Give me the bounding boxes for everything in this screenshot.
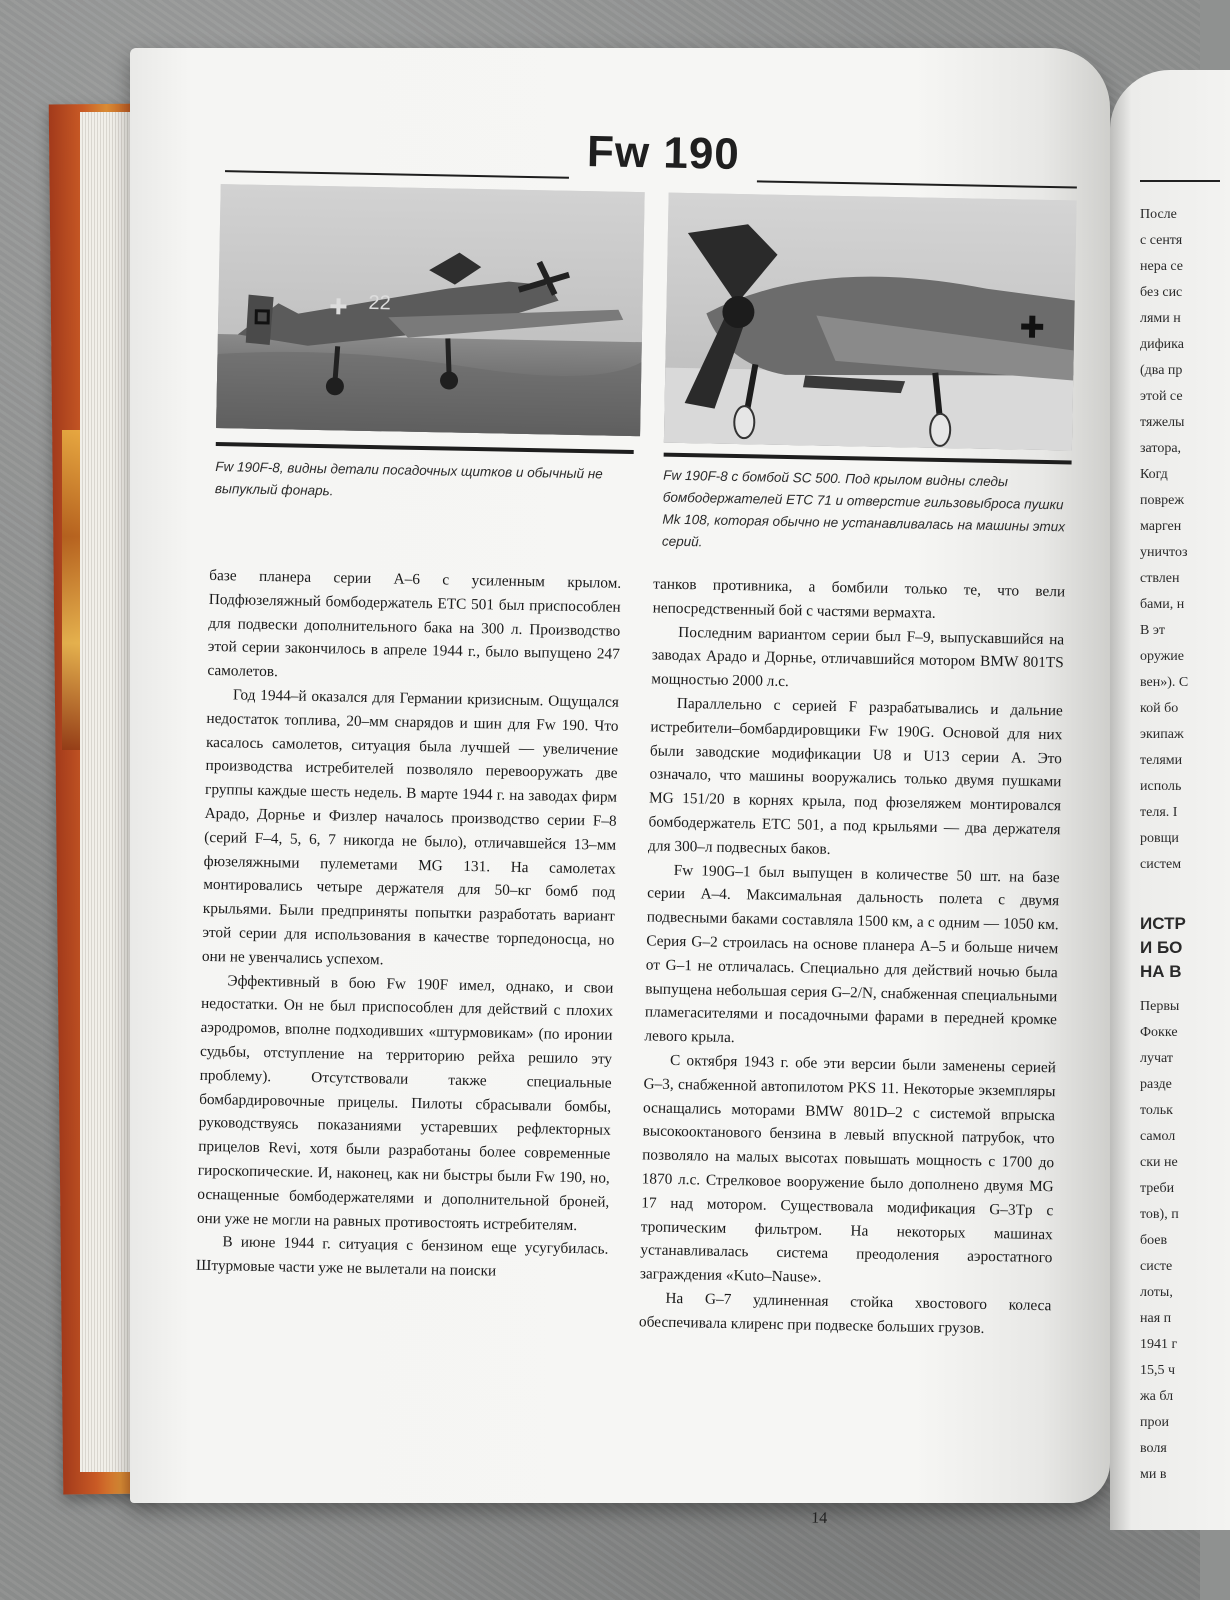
text-column-right	[639, 572, 1066, 1341]
paragraph: На G–7 удлиненная стойка хвостового колеса обеспечивала клиренс при подвеске больших грузов.	[638, 1289, 1052, 1337]
facing-page-line: 15,5 ч	[1140, 1363, 1176, 1378]
photo-aircraft-parked	[216, 184, 645, 436]
paragraph: С октября 1943 г. обе эти версии были заменены серией G–3, снабженной автопилотом PKS 11. Некоторые экземпляры оснащались моторами BMW 801D–2 с системой впрыска высокооктанового бензина в левый впускной патрубок, что позволяло на малых высотах повышать мощность с 1700 до 1870 л.с. Стрелковое вооружение было дополнено двумя MG 17 над мотором. Существовала модификация G–3Tp с тропическим фильтром. На некоторых машинах устанавливалась система преодоления аэростатного заграждения «Kuto–Nause».	[639, 1051, 1057, 1286]
facing-page-line: теля. I	[1140, 805, 1178, 820]
facing-page-line: затора,	[1140, 441, 1182, 456]
facing-page-line: тов), п	[1140, 1207, 1179, 1222]
facing-page-line: Первы	[1140, 999, 1180, 1014]
facing-page-line: Фокке	[1140, 1025, 1178, 1040]
facing-page-line: лучат	[1140, 1051, 1173, 1066]
facing-page-line: треби	[1140, 1181, 1175, 1196]
paragraph: базе планера серии A–6 с усиленным крылом. Подфюзеляжный бомбодержатель ETC 501 был приспособлен для подвески дополнительного бака на 300 л. Производство этой серии закончилось в апреле 1944 г., было выпущено 247 самолетов.	[207, 566, 622, 681]
facing-page-line: лоты,	[1140, 1285, 1173, 1300]
paragraph: Fw 190G–1 был выпущен в количестве 50 шт. на базе серии A–4. Максимальная дальность полета с двумя подвесными баками составляла 1500 км, а с одним — 1050 км. Серия G–2 строилась на основе планера A–5 и больше ничем от G–1 не отличалась. Специально для действий ночью была выпущена небольшая серия G–2/N, снабженная специальными пламегасителями и посадочными фарами в передней кромке левого крыла.	[644, 861, 1060, 1047]
facing-page-line: тяжелы	[1140, 415, 1185, 430]
facing-page-line: После	[1140, 207, 1177, 222]
facing-page-line: систе	[1140, 1259, 1173, 1274]
facing-page-lines-bottom	[1140, 994, 1200, 1488]
facing-page-line: жа бл	[1140, 1389, 1174, 1404]
facing-page-line: ствлен	[1140, 571, 1180, 586]
paragraph: В июне 1944 г. ситуация с бензином еще усугубилась. Штурмовые части уже не вылетали на поиски	[195, 1233, 609, 1280]
facing-page-line: Когд	[1140, 467, 1168, 482]
facing-page-line: лями н	[1140, 311, 1181, 326]
paragraph: Год 1944–й оказался для Германии кризисным. Ощущался недостаток топлива, 20–мм снарядов и шин для Fw 190. Что касалось самолетов, ситуация была лучшей — увеличение производства истребителей позволяло перевооружать две группы каждые шесть недель. В марте 1944 г. на заводах фирм Арадо, Дорнье и Физлер началось производство серии F–8 (серий F–4, 5, 6, 7 никогда не было), отличавшейся 13–мм фюзеляжными пулеметами MG 131. На самолетах монтировались четыре держателя для 50–кг бомб под крыльями. Были предприняты попытки разработать вариант этой серии для использования в качестве торпедоносца, но они не увенчались успехом.	[201, 686, 620, 969]
text-column-left	[196, 564, 622, 1286]
facing-page-line: бами, н	[1140, 597, 1185, 612]
aircraft-photo-illustration	[216, 184, 645, 436]
page-content	[192, 120, 1088, 1528]
aircraft-marking: 22	[368, 291, 391, 315]
caption-rule-left	[216, 442, 634, 454]
facing-page-line: ИСТР	[1140, 914, 1186, 933]
facing-page-line: разде	[1140, 1077, 1172, 1092]
facing-page-line: исполь	[1140, 779, 1182, 794]
facing-page-line: кой бо	[1140, 701, 1179, 716]
facing-page-lines-top	[1140, 202, 1200, 878]
facing-page-rule	[1140, 180, 1220, 182]
photo-caption-right: Fw 190F-8 с бомбой SC 500. Под крылом видны следы бомбодержателей ETC 71 и отверстие гильзовыброса пушки Mk 108, которая обычно не устанавливалась на машины этих серий.	[661, 467, 1066, 550]
facing-page-heading	[1140, 912, 1200, 984]
facing-page-line: боев	[1140, 1233, 1168, 1248]
facing-page-line: ровщи	[1140, 831, 1179, 846]
facing-page-line: нера се	[1140, 259, 1184, 274]
title-rule-left	[225, 170, 569, 179]
facing-page-line: прои	[1140, 1415, 1169, 1430]
facing-page-line: И БО	[1140, 938, 1183, 957]
title-rule-right	[757, 180, 1077, 188]
paragraph: Последним вариантом серии был F–9, выпускавшийся на заводах Арадо и Дорнье, отличавшийся мотором BMW 801TS мощностью 2000 л.с.	[651, 623, 1065, 691]
paragraph: Параллельно с серией F разрабатывались и дальние истребители–бомбардировщики Fw 190G. Основой для них были заводские модификации U8 и U13 серии A. Это означало, что машины вооружались только двумя пушками MG 151/20 в корнях крыла, под фюзеляжем монтировался бомбодержатель ETC 501, а под крыльями — два держателя для 300–л подвесных баков.	[647, 694, 1063, 858]
facing-page-line: 1941 г	[1140, 1337, 1178, 1352]
facing-page-line: уничтоз	[1140, 545, 1188, 560]
facing-page-line: ски не	[1140, 1155, 1178, 1170]
facing-page-line: ная п	[1140, 1311, 1172, 1326]
facing-page-line: тольк	[1140, 1103, 1173, 1118]
facing-page-line: систем	[1140, 857, 1182, 872]
paragraph: Эффективный в бою Fw 190F имел, однако, и свои недостатки. Он не был приспособлен для действий с плохих аэродромов, вполне подходивших «штурмовикам» (по иронии судьбы, отступление на территорию рейха решило эту проблему). Отсутствовали также специальные бомбардировочные прицелы. Пилоты сбрасывали бомбы, руководствуясь показаниями устаревших рефлекторных прицелов Revi, хотя были разработаны более современные гироскопические. И, наконец, как ни быстры были Fw 190, но, оснащенные бомбодержателями и дополнительной броней, они уже не могли на равных противостоять истребителям.	[196, 971, 614, 1234]
caption-rule-right	[664, 453, 1072, 465]
facing-page-line: без сис	[1140, 285, 1183, 300]
page-number: 14	[811, 1509, 828, 1528]
facing-page-line: экипаж	[1140, 727, 1184, 742]
facing-page-line: В эт	[1140, 623, 1165, 638]
facing-page-line: повреж	[1140, 493, 1184, 508]
paragraph: танков противника, а бомбили только те, что вели непосредственный бой с частями вермахта.	[652, 575, 1066, 622]
aircraft-photo-illustration-2	[664, 193, 1077, 451]
facing-page-line: оружие	[1140, 649, 1185, 664]
facing-page-line: воля	[1140, 1441, 1167, 1456]
photo-aircraft-bomb	[664, 193, 1077, 451]
facing-page-line: дифика	[1140, 337, 1184, 352]
facing-page-line: этой се	[1140, 389, 1183, 404]
facing-page-line: телями	[1140, 753, 1183, 768]
facing-page-line: НА В	[1140, 962, 1182, 981]
photo-caption-left: Fw 190F-8, видны детали посадочных щитков и обычный не выпуклый фонарь.	[214, 459, 603, 499]
facing-page-line: марген	[1140, 519, 1182, 534]
facing-page-line: вен»). С	[1140, 675, 1189, 690]
facing-page-line: с сентя	[1140, 233, 1183, 248]
facing-page-line: самол	[1140, 1129, 1176, 1144]
facing-page-line: (два пр	[1140, 363, 1183, 378]
facing-page-line: ми в	[1140, 1467, 1167, 1482]
page-title: Fw 190	[586, 127, 741, 180]
facing-page-text	[1140, 207, 1200, 1482]
